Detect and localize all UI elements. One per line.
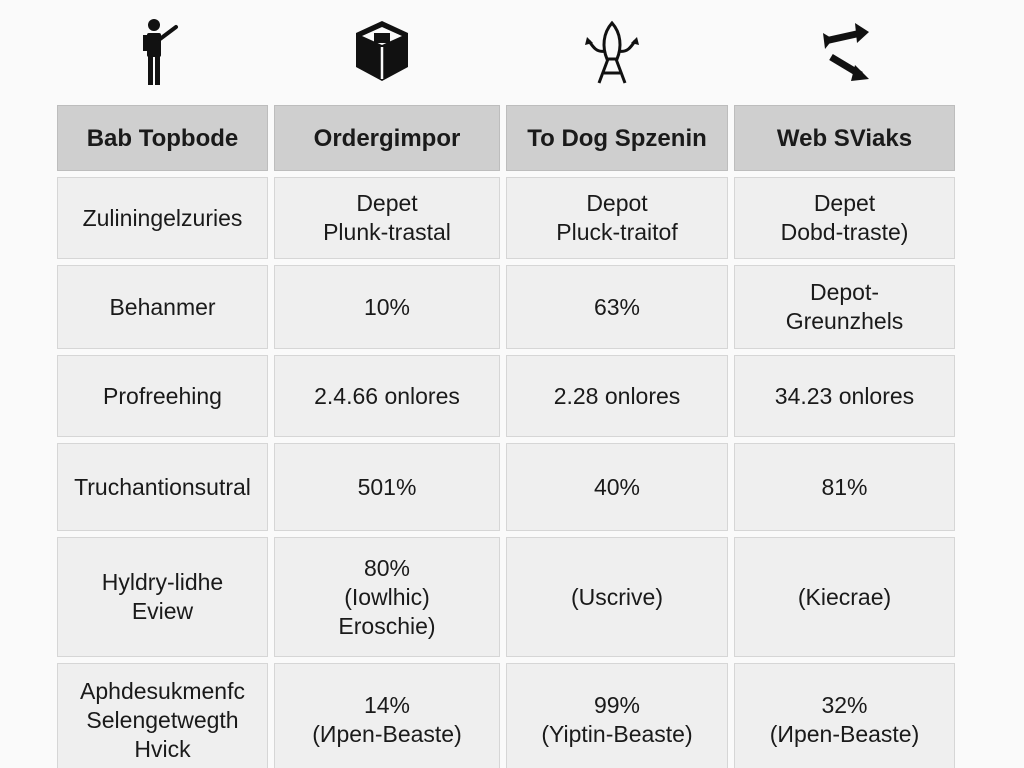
table-cell: Depot Pluck-traitof: [506, 177, 728, 259]
person-pointing-icon: [120, 14, 200, 90]
table-cell: 40%: [506, 443, 728, 531]
table-cell: (Uscrive): [506, 537, 728, 657]
table-row: [57, 177, 955, 259]
table-cell: 32% (Ирen-Beaste): [734, 663, 955, 768]
table-cell: 99% (Yiptin-Beaste): [506, 663, 728, 768]
table-row: [57, 537, 955, 657]
table-header-row: [57, 105, 955, 171]
row-label: Zuliningelzuries: [57, 177, 268, 259]
table-cell: 2.28 onlores: [506, 355, 728, 437]
table-row: [57, 663, 955, 768]
table-cell: 14% (Ирen-Beaste): [274, 663, 500, 768]
row-label: Hyldry-lidhe Eview: [57, 537, 268, 657]
rocket-icon: [572, 14, 652, 90]
table-cell: Depet Plunk-trastal: [274, 177, 500, 259]
table-row: [57, 355, 955, 437]
table-cell: (Kiecrae): [734, 537, 955, 657]
table-cell: Depot- Greunzhels: [734, 265, 955, 349]
table-cell: 34.23 onlores: [734, 355, 955, 437]
table-cell: 80% (Iowlhic) Eroschie): [274, 537, 500, 657]
column-header: To Dog Spzenin: [506, 105, 728, 171]
row-label: Aphdesukmenfc Selengetwegth Hvick: [57, 663, 268, 768]
row-label: Truchantionsutral: [57, 443, 268, 531]
table-cell: 63%: [506, 265, 728, 349]
table-cell: 501%: [274, 443, 500, 531]
comparison-table: [51, 99, 961, 768]
column-header: Ordergimpor: [274, 105, 500, 171]
row-label: Behanmer: [57, 265, 268, 349]
table-cell: 10%: [274, 265, 500, 349]
swap-arrows-icon: [806, 14, 886, 90]
box-icon: [342, 14, 422, 90]
table-cell: 2.4.66 onlores: [274, 355, 500, 437]
row-label: Profreehing: [57, 355, 268, 437]
table-cell: Depet Dobd-traste): [734, 177, 955, 259]
table-cell: 81%: [734, 443, 955, 531]
column-header: Bab Topbode: [57, 105, 268, 171]
table-row: [57, 443, 955, 531]
table-row: [57, 265, 955, 349]
column-header: Web SViaks: [734, 105, 955, 171]
